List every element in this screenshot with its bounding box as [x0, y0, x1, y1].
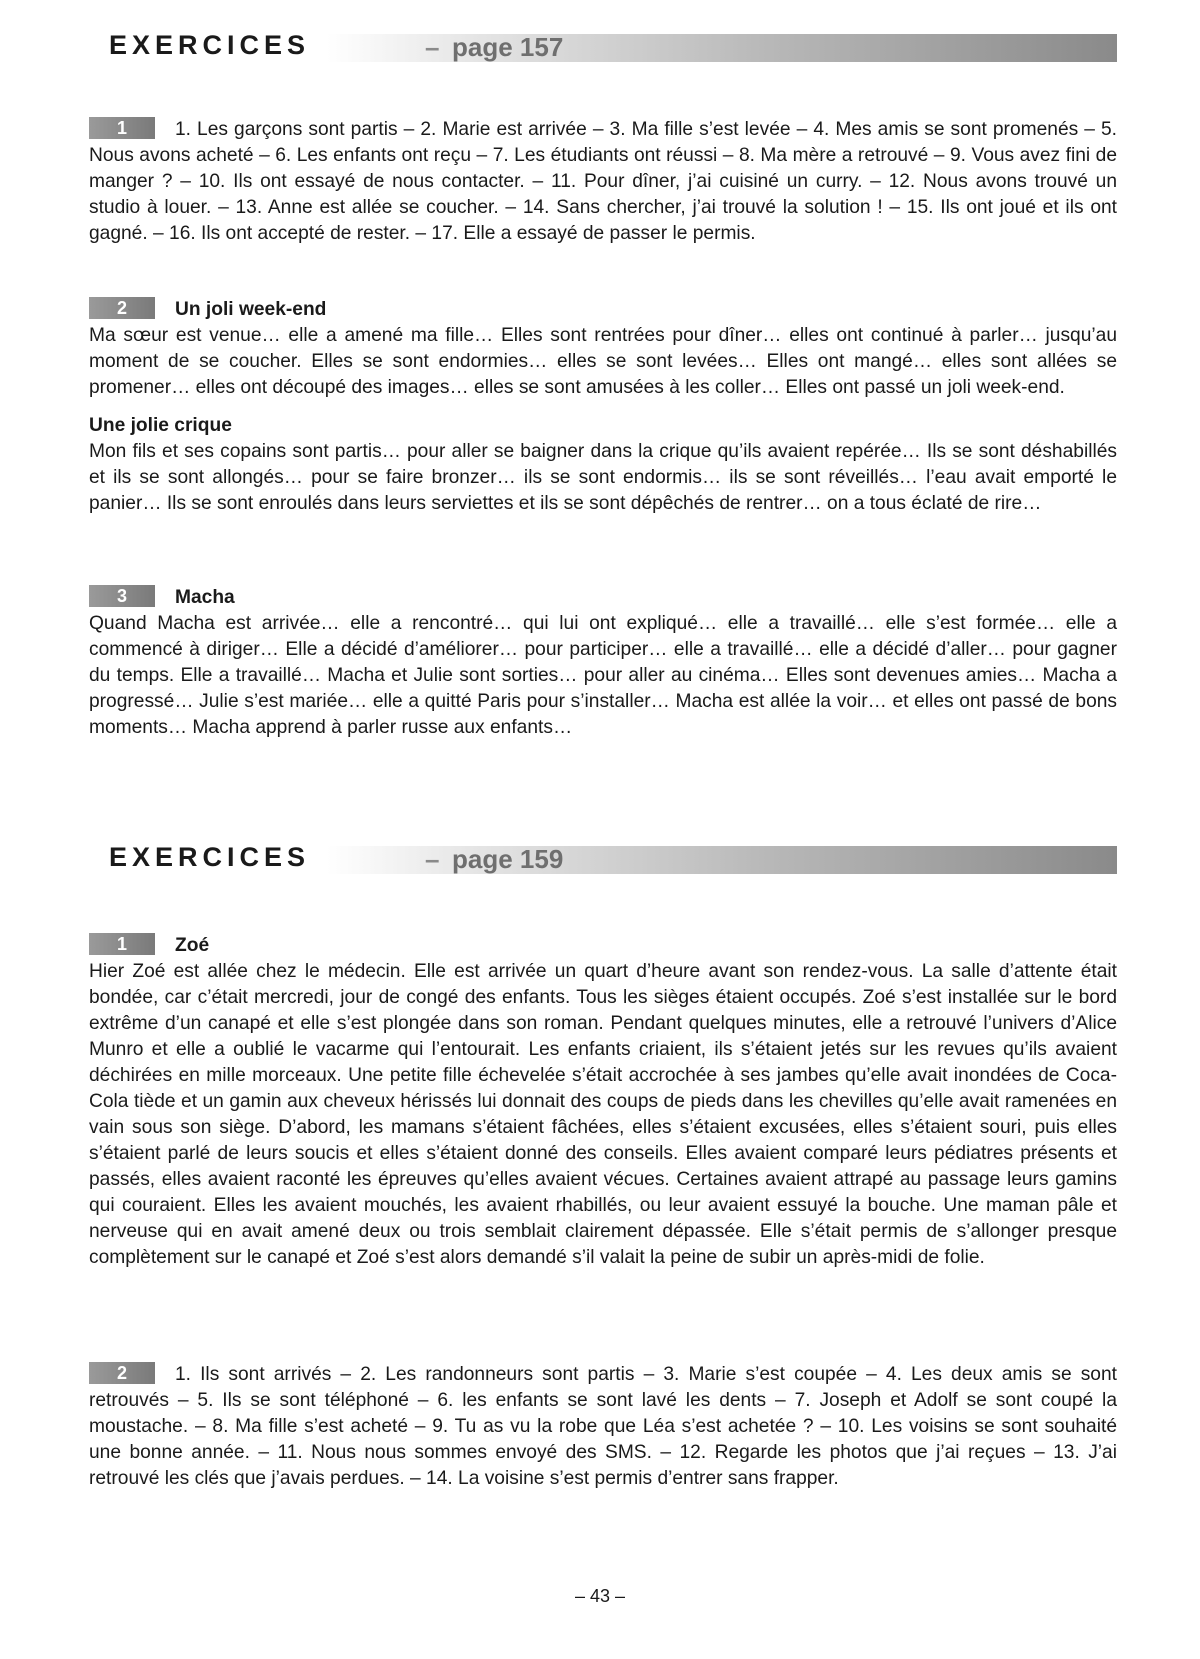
header-gradient-bar	[327, 846, 1117, 874]
exercise-157-2	[89, 297, 1117, 517]
section-header-page-159	[97, 842, 1117, 876]
header-gradient-bar	[327, 34, 1117, 62]
exercise-title: Macha	[175, 587, 235, 608]
exercise-157-3	[89, 585, 1117, 741]
exercise-text: Hier Zoé est allée chez le médecin. Elle est arrivée un quart d’heure avant son rendez-vous. La salle d’attente était bondée, car c’était mercredi, jour de congé des enfants. Tous les sièges étaient occupés. Zoé s’est installée sur le bord extrême d’un canapé et elle s’est plongée dans son roman. Pendant quelques minutes, elle a retrouvé l’univers d’Alice Munro et elle a oublié le vacarme qui l’entourait. Les enfants criaient, ils s’étaient jetés sur les revues qu’ils avaient déchirées en mille morceaux. Une petite fille échevelée s’était accrochée à ses jambes qu’elle avait inondées de Coca-Cola tiède et un gamin aux cheveux hérissés lui donnait des coups de pieds dans les chevilles qu’elle avait ramenées en vain sous son siège. D’abord, les mamans s’étaient fâchées, elles s’étaient excusées, elles s’étaient souri, puis elles s’étaient parlé de leurs soucis et elles s’étaient donné des conseils. Elles avaient comparé leurs pédiatres présents et passés, elles avaient raconté les épreuves qu’elles avaient vécues. Certaines avaient attrapé au passage leurs gamins qui couraient. Elles les avaient mouchés, les avaient rhabillés, ou leur avaient essuyé la bouche. Une maman pâle et nerveuse qui en avait amené deux ou trois semblait clairement dépassée. Elle s’était permis de s’allonger presque complètement sur le canapé et Zoé s’est alors demandé s’il valait la peine de subir un après-midi de folie.	[89, 961, 1117, 1268]
exercise-text: Ma sœur est venue… elle a amené ma fille… Elles sont rentrées pour dîner… elles ont continué à parler… jusqu’au moment de se coucher. Elles se sont endormies… elles se sont levées… Elles ont mangé… elles sont allées se promener… elles ont découpé des images… elles se sont amusées à les coller… Elles ont passé un joli week-end.	[89, 325, 1117, 398]
exercise-159-1	[89, 933, 1117, 1271]
header-title: EXERCICES	[109, 30, 316, 61]
header-page-ref: page 159	[452, 844, 564, 874]
page-number: – 43 –	[574, 1586, 626, 1606]
exercise-number-badge: 1	[89, 117, 155, 139]
header-dash: –	[425, 32, 440, 62]
exercise-number-badge: 2	[89, 1362, 155, 1384]
exercise-number-badge: 1	[89, 933, 155, 955]
header-dash: –	[425, 844, 440, 874]
exercise-number-badge: 2	[89, 297, 155, 319]
header-page-ref: page 157	[452, 32, 564, 62]
exercise-text: 1. Ils sont arrivés – 2. Les randonneurs sont partis – 3. Marie s’est coupée – 4. Les deux amis se sont retrouvés – 5. Ils se sont téléphoné – 6. les enfants se sont lavé les dents – 7. Joseph et Adolf se sont coupé la moustache. – 8. Ma fille s’est acheté – 9. Tu as vu la robe que Léa s’est achetée ? – 10. Les voisins se sont souhaité une bonne année. – 11. Nous nous sommes envoyé des SMS. – 12. Regarde les photos que j’ai reçues – 13. J’ai retrouvé les clés que j’avais perdues. – 14. La voisine s’est permis d’entrer sans frapper.	[89, 1364, 1117, 1489]
exercise-number-badge: 3	[89, 585, 155, 607]
exercise-text: 1. Les garçons sont partis – 2. Marie est arrivée – 3. Ma fille s’est levée – 4. Mes amis se sont promenés – 5. Nous avons acheté – 6. Les enfants ont reçu – 7. Les étudiants ont réussi – 8. Ma mère a retrouvé – 9. Vous avez fini de manger ? – 10. Ils ont essayé de nous contacter. – 11. Pour dîner, j’ai cuisiné un curry. – 12. Nous avons trouvé un studio à louer. – 13. Anne est allée se coucher. – 14. Sans chercher, j’ai trouvé la solution ! – 15. Ils ont joué et ils ont gagné. – 16. Ils ont accepté de rester. – 17. Elle a essayé de passer le permis.	[89, 119, 1117, 244]
exercise-159-2	[89, 1362, 1117, 1492]
exercise-157-1	[89, 117, 1117, 247]
exercise-subtext: Mon fils et ses copains sont partis… pour aller se baigner dans la crique qu’ils avaient repérée… Ils se sont déshabillés et ils se sont allongés… pour se faire bronzer… ils se sont endormis… ils se sont réveillés… l’eau avait emporté le panier… Ils se sont enroulés dans leurs serviettes et ils se sont dépêchés de rentrer… on a tous éclaté de rire…	[89, 441, 1117, 514]
exercise-title: Zoé	[175, 935, 210, 956]
exercise-text: Quand Macha est arrivée… elle a rencontré… qui lui ont expliqué… elle a travaillé… elle s’est formée… elle a commencé à diriger… Elle a décidé d’améliorer… pour participer… elle a travaillé… elle a décidé d’aller… pour gagner du temps. Elle a travaillé… Macha et Julie sont sorties… pour aller au cinéma… Elles sont devenues amies… Macha a progressé… Julie s’est mariée… elle a quitté Paris pour s’installer… Macha est allée la voir… et elles ont passé de bons moments… Macha apprend à parler russe aux enfants…	[89, 613, 1117, 738]
header-title: EXERCICES	[109, 842, 316, 873]
section-header-page-157	[97, 30, 1117, 64]
exercise-title: Un joli week-end	[175, 299, 327, 320]
exercise-subtitle: Une jolie crique	[89, 415, 232, 436]
